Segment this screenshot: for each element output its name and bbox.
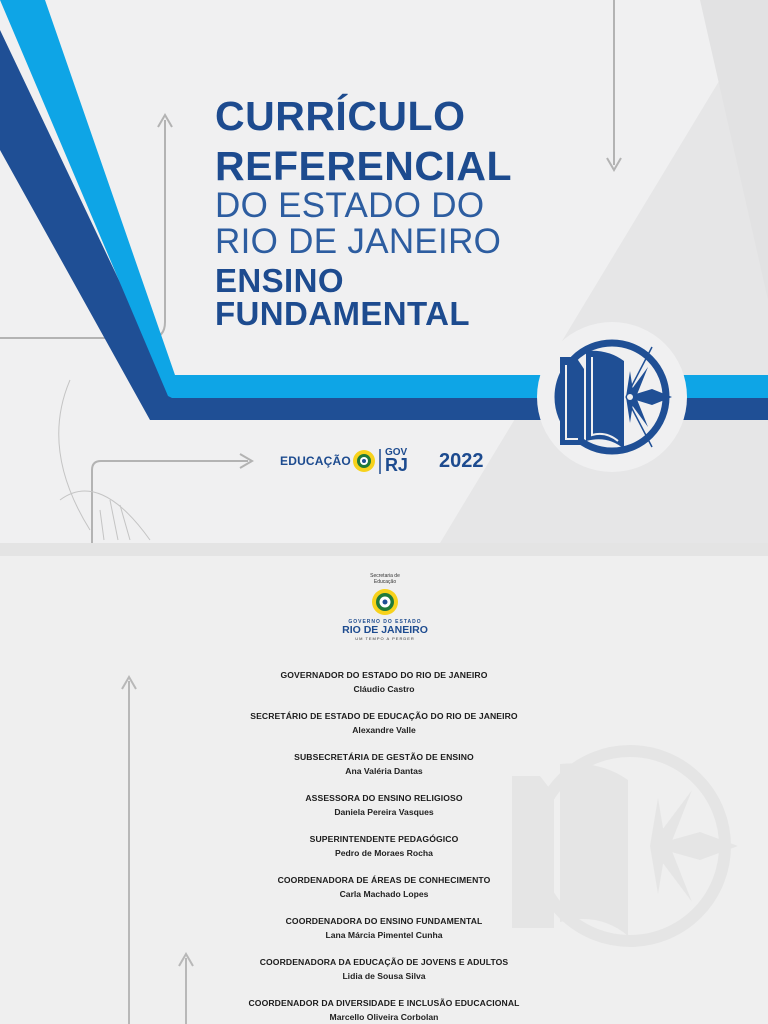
logo-gov: GOVERNO DO ESTADO <box>348 619 422 625</box>
credit-role: COORDENADORA DE ÁREAS DE CONHECIMENTO <box>277 875 491 885</box>
subtitle-line-1: DO ESTADO DO <box>215 186 485 225</box>
logo-top-line-2: Educação <box>373 578 397 585</box>
credit-name: Lana Márcia Pimentel Cunha <box>325 930 443 940</box>
title-line-1: CURRÍCULO <box>215 93 466 139</box>
credit-role: COORDENADORA DA EDUCAÇÃO DE JOVENS E ADULTOS <box>259 957 509 967</box>
credit-name: Marcello Oliveira Corbolan <box>329 1012 439 1022</box>
stage-line-1: ENSINO <box>215 262 344 299</box>
education-brand <box>280 446 408 476</box>
credit-entry <box>214 709 554 750</box>
secretaria-logo <box>340 574 430 641</box>
credits-list <box>214 668 554 1024</box>
credit-role: GOVERNADOR DO ESTADO DO RIO DE JANEIRO <box>280 670 488 680</box>
stage-line-2: FUNDAMENTAL <box>215 295 470 332</box>
logo-state: RIO DE JANEIRO <box>342 624 428 636</box>
credit-name: Carla Machado Lopes <box>339 889 429 899</box>
credit-name: Ana Valéria Dantas <box>345 766 423 776</box>
logo-top-line-1: Secretaria de <box>370 573 400 579</box>
credit-role: COORDENADOR DA DIVERSIDADE E INCLUSÃO EDUCACIONAL <box>248 998 520 1008</box>
credit-entry <box>214 668 554 709</box>
book-compass-logo <box>558 343 672 451</box>
brand-gov-label: GOV <box>384 447 408 459</box>
logo-tagline: UM TEMPO A PERDER <box>355 635 415 641</box>
credit-role: SUBSECRETÁRIA DE GESTÃO DE ENSINO <box>294 752 474 762</box>
brand-education-label: EDUCAÇÃO <box>280 454 351 468</box>
credit-entry <box>214 832 554 873</box>
credit-entry <box>214 914 554 955</box>
cover-year: 2022 <box>439 450 484 472</box>
brand-rj-label: RJ <box>384 455 408 476</box>
page-gap <box>0 543 768 556</box>
credit-name: Cláudio Castro <box>353 684 415 694</box>
credit-role: ASSESSORA DO ENSINO RELIGIOSO <box>305 793 463 803</box>
credit-role: SECRETÁRIO DE ESTADO DE EDUCAÇÃO DO RIO DE JANEIRO <box>250 711 518 721</box>
credit-entry <box>214 955 554 996</box>
subtitle-line-2: RIO DE JANEIRO <box>215 222 502 261</box>
credit-name: Daniela Pereira Vasques <box>334 807 434 817</box>
credit-name: Lidia de Sousa Silva <box>342 971 426 981</box>
credit-name: Alexandre Valle <box>352 725 416 735</box>
credit-entry <box>214 873 554 914</box>
credit-entry <box>214 996 554 1024</box>
decor-line <box>92 461 248 543</box>
title-line-2: REFERENCIAL <box>215 143 513 189</box>
credit-entry <box>214 791 554 832</box>
credit-entry <box>214 750 554 791</box>
state-seal-icon <box>370 587 400 617</box>
credit-role: SUPERINTENDENTE PEDAGÓGICO <box>309 834 459 844</box>
credit-name: Pedro de Moraes Rocha <box>335 848 433 858</box>
credit-role: COORDENADORA DO ENSINO FUNDAMENTAL <box>285 916 483 926</box>
gov-rj-logo <box>384 447 408 476</box>
